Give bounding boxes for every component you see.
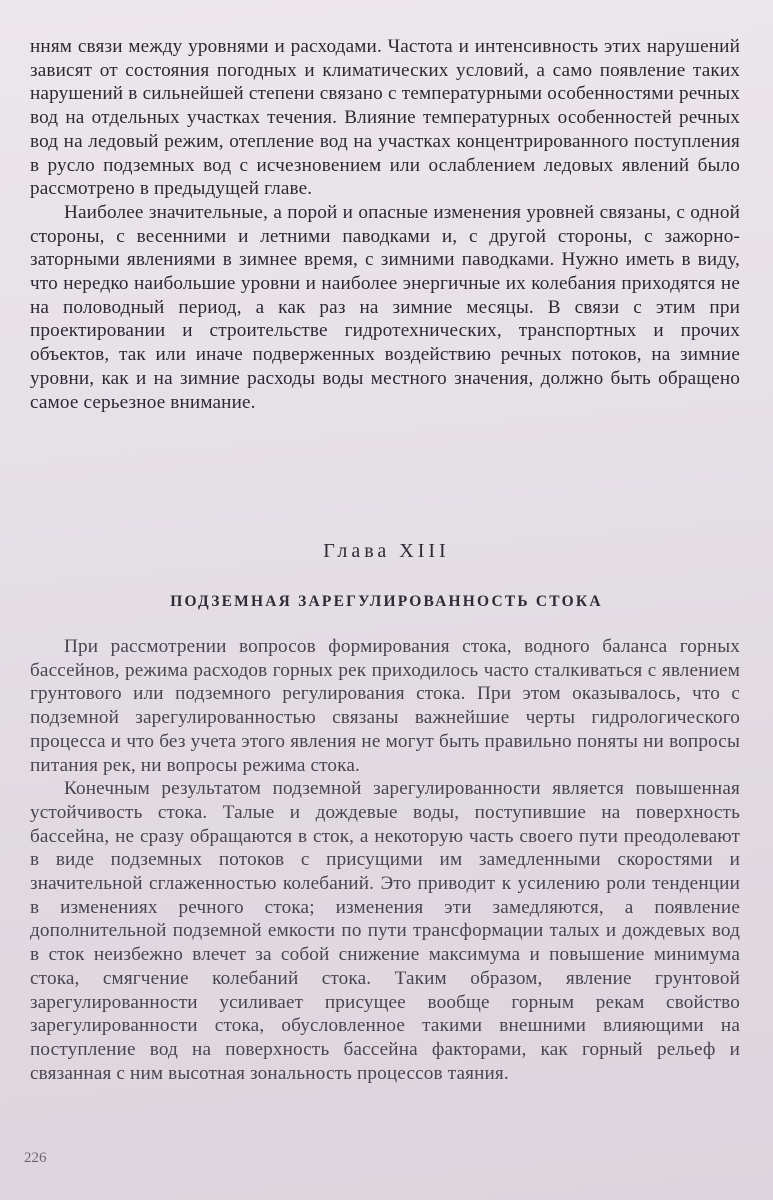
top-text-block <box>30 35 740 414</box>
page-number: 226 <box>24 1150 47 1166</box>
chapter-title: ПОДЗЕМНАЯ ЗАРЕГУЛИРОВАННОСТЬ СТОКА <box>170 593 603 610</box>
chapter-number: Глава XIII <box>323 540 450 562</box>
bottom-paragraph-1: При рассмотрении вопросов формирования стока, водного баланса горных бассейнов, режима расходов горных рек приходилось часто сталкиваться с явлением грунтового или подземного регулирования стока. При этом оказывалось, что с подземной зарегулированностью связаны важнейшие черты гидрологического процесса и что без учета этого явления не могут быть правильно поняты ни вопросы питания рек, ни вопросы режима стока. <box>30 636 740 776</box>
top-paragraph-1: нням связи между уровнями и расходами. Частота и интенсивность этих нарушений зависят от состояния погодных и климатических условий, а само появление таких нарушений в сильнейшей степени связано с температурными особенностями речных вод на отдельных участках течения. Влияние температурных особенностей речных вод на ледовый режим, отепление вод на участках концентрированного поступления в русло подземных вод с исчезновением или ослаблением ледовых явлений было рассмотрено в предыдущей главе. <box>30 36 740 200</box>
bottom-text-block <box>30 635 740 1085</box>
bottom-paragraph-2: Конечным результатом подземной зарегулированности является повышенная устойчивость стока. Талые и дождевые воды, поступившие на поверхность бассейна, не сразу обращаются в сток, а некоторую часть своего пути преодолевают в виде подземных потоков с присущими им замедленными скоростями и значительной сглаженностью колебаний. Это приводит к усилению роли тенденции в изменениях речного стока; изменения эти замедляются, а появление дополнительной подземной емкости по пути трансформации талых и дождевых вод в сток неизбежно влечет за собой снижение максимума и повышение минимума стока, смягчение колебаний стока. Таким образом, явление грунтовой зарегулированности усиливает присущее вообще горным рекам свойство зарегулированности стока, обусловленное такими внешними влияющими на поступление вод на поверхность бассейна факторами, как горный рельеф и связанная с ним высотная зональность процессов таяния. <box>30 778 740 1084</box>
top-paragraph-2: Наиболее значительные, а порой и опасные изменения уровней связаны, с одной стороны, с весенними и летними паводками и, с другой стороны, с зажорно-заторными явлениями в зимнее время, с зимними паводками. Нужно иметь в виду, что нередко наибольшие уровни и наиболее энергичные их колебания приходятся не на половодный период, а как раз на зимние месяцы. В связи с этим при проектировании и строительстве гидротехнических, транспортных и прочих объектов, так или иначе подверженных воздействию речных потоков, на зимние уровни, как и на зимние расходы воды местного значения, должно быть обращено самое серьезное внимание. <box>30 201 740 413</box>
